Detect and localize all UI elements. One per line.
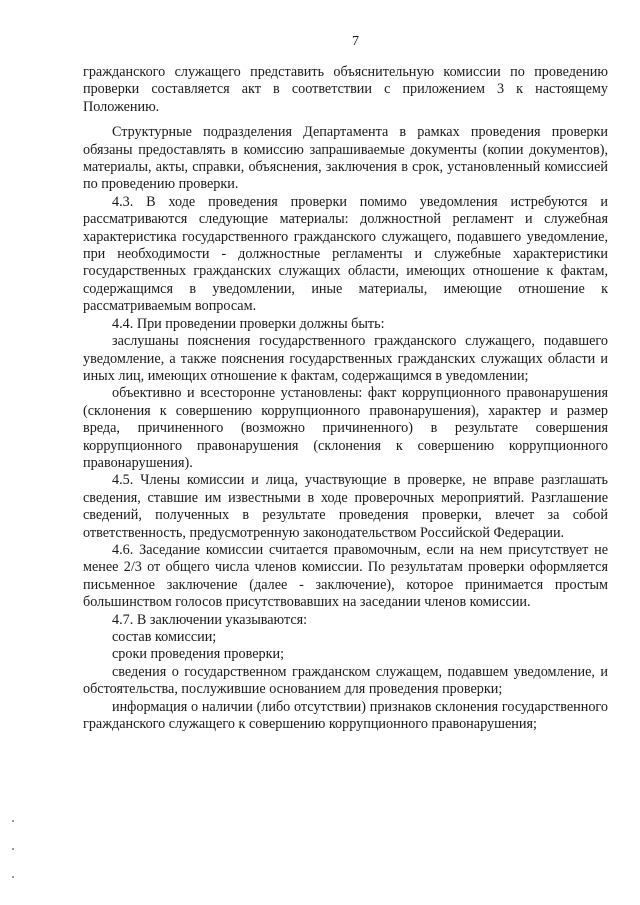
document-body — [83, 64, 608, 733]
paragraph-established-facts: объективно и всесторонне установлены: факт коррупционного правонарушения (склонения к совершению коррупционного правонарушения), характер и размер вреда, причиненного (возможно причиненного) в результате совершения коррупционного правонарушения (склонения к совершению коррупционного правонарушения). — [83, 385, 608, 471]
paragraph-heard-explanations: заслушаны пояснения государственного гражданского служащего, подавшего уведомление, а также пояснения государственных гражданских служащих области и иных лиц, имеющих отношение к фактам, содержащимся в уведомлении; — [83, 333, 608, 384]
list-item-commission-composition: состав комиссии; — [112, 629, 217, 645]
list-item-signs-information: информация о наличии (либо отсутствии) признаков склонения государственного гражданского служащего к совершению коррупционного правонарушения; — [83, 698, 608, 733]
page-number: 7 — [352, 34, 359, 49]
paragraph-continuation: гражданского служащего представить объяснительную комиссии по проведению проверки составляется акт в соответствии с приложением 3 к настоящему Положению. — [83, 64, 608, 115]
list-item-inspection-dates: сроки проведения проверки; — [112, 646, 285, 663]
paragraph-departments-obligation: Структурные подразделения Департамента в рамках проведения проверки обязаны предоставлять в комиссию запрашиваемые документы (копии документов), материалы, акты, справки, объяснения, заключения в срок, установленный комиссией по проведению проверки. — [83, 124, 608, 193]
paragraph-4-6: 4.6. Заседание комиссии считается правомочным, если на нем присутствует не менее 2/3 от общего числа членов комиссии. По результатам проверки оформляется письменное заключение (далее - заключение), которое принимается простым большинством голосов присутствовавших на заседании членов комиссии. — [83, 541, 608, 611]
paragraph-4-3: 4.3. В ходе проведения проверки помимо уведомления истребуются и рассматриваются следующие материалы: должностной регламент и служебная характеристика государственного гражданского служащего, подавшего уведомление, при необходимости - должностные регламенты и служебные характеристики государственных гражданских служащих области, имеющих отношение к фактам, содержащимся в уведомлении, иные материалы, имеющие отношение к рассматриваемым вопросам. — [83, 193, 608, 315]
list-item-servant-information: сведения о государственном гражданском служащем, подавшем уведомление, и обстоятельства, послужившие основанием для проведения проверки; — [83, 663, 608, 698]
paragraph-4-5: 4.5. Члены комиссии и лица, участвующие в проверке, не вправе разглашать сведения, ставшие им известными в ходе проверочных мероприятий. Разглашение сведений, полученных в результате проведения проверки, влечет за собой ответственность, предусмотренную законодательством Российской Федерации. — [83, 472, 608, 541]
scan-margin-marks — [12, 820, 14, 900]
paragraph-4-4: 4.4. При проведении проверки должны быть: — [112, 315, 385, 332]
paragraph-4-7: 4.7. В заключении указываются: — [112, 611, 308, 628]
